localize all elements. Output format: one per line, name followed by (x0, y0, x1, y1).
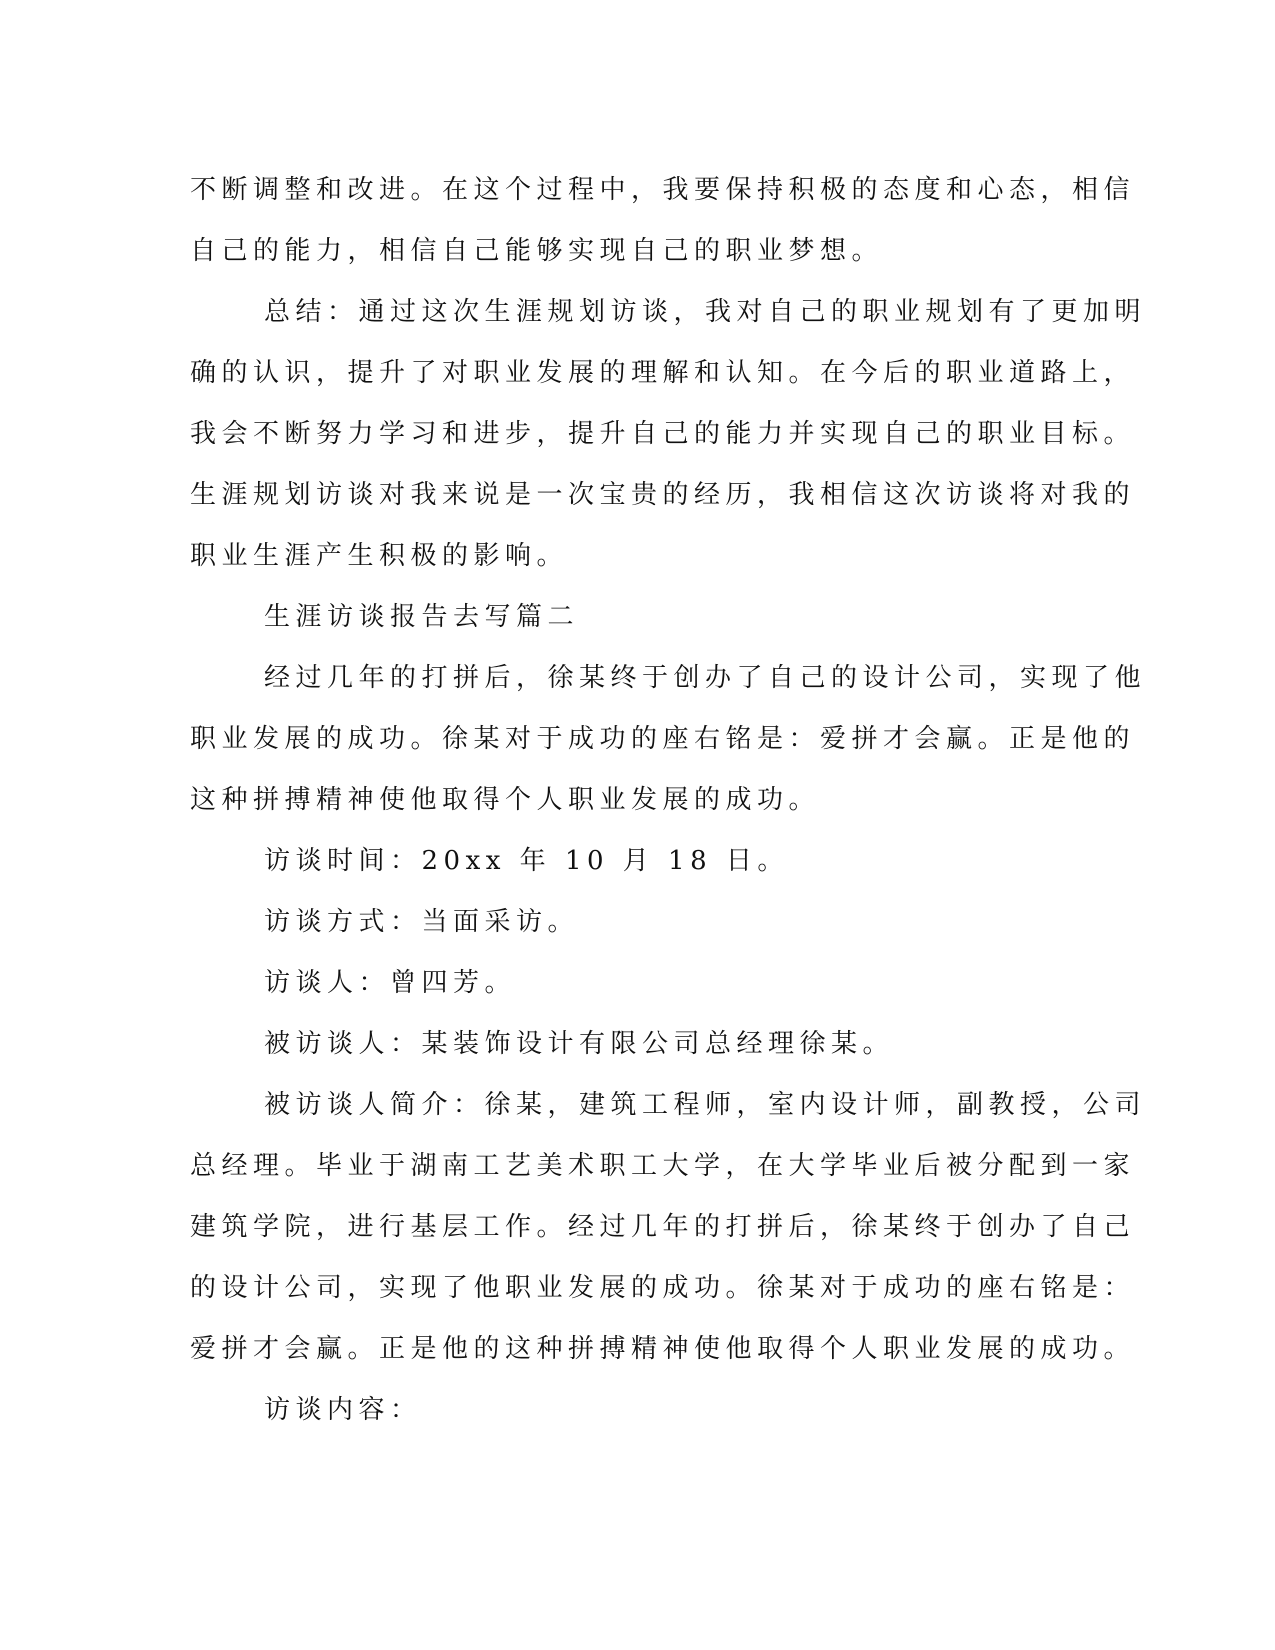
text-line: 自己的能力，相信自己能够实现自己的职业梦想。 (190, 236, 884, 266)
document-body (190, 160, 1147, 1441)
text-line: 这种拼搏精神使他取得个人职业发展的成功。 (190, 785, 821, 815)
text-line: 总经理。毕业于湖南工艺美术职工大学，在大学毕业后被分配到一家 (190, 1151, 1136, 1181)
interview-time: 访谈时间：20xx 年 10 月 18 日。 (264, 846, 789, 876)
intro-paragraph-start: 经过几年的打拼后，徐某终于创办了自己的设计公司，实现了他 (264, 663, 1147, 693)
text-line: 职业发展的成功。徐某对于成功的座右铭是：爱拼才会赢。正是他的 (190, 724, 1136, 754)
text-line: 建筑学院，进行基层工作。经过几年的打拼后，徐某终于创办了自己 (190, 1212, 1136, 1242)
interviewee: 被访谈人：某装饰设计有限公司总经理徐某。 (264, 1029, 895, 1059)
text-line: 生涯规划访谈对我来说是一次宝贵的经历，我相信这次访谈将对我的 (190, 480, 1136, 510)
text-line: 职业生涯产生积极的影响。 (190, 541, 569, 571)
text-line: 不断调整和改进。在这个过程中，我要保持积极的态度和心态，相信 (190, 175, 1136, 205)
section-heading: 生涯访谈报告去写篇二 (264, 602, 580, 632)
text-line: 的设计公司，实现了他职业发展的成功。徐某对于成功的座右铭是： (190, 1273, 1136, 1303)
summary-paragraph-start: 总结：通过这次生涯规划访谈，我对自己的职业规划有了更加明 (264, 297, 1147, 327)
text-line: 爱拼才会赢。正是他的这种拼搏精神使他取得个人职业发展的成功。 (190, 1334, 1136, 1364)
text-line: 确的认识，提升了对职业发展的理解和认知。在今后的职业道路上， (190, 358, 1136, 388)
text-line: 我会不断努力学习和进步，提升自己的能力并实现自己的职业目标。 (190, 419, 1136, 449)
interviewee-profile-start: 被访谈人简介：徐某，建筑工程师，室内设计师，副教授，公司 (264, 1090, 1147, 1120)
interview-content-label: 访谈内容： (264, 1395, 422, 1425)
interview-method: 访谈方式：当面采访。 (264, 907, 580, 937)
interviewer: 访谈人：曾四芳。 (264, 968, 517, 998)
